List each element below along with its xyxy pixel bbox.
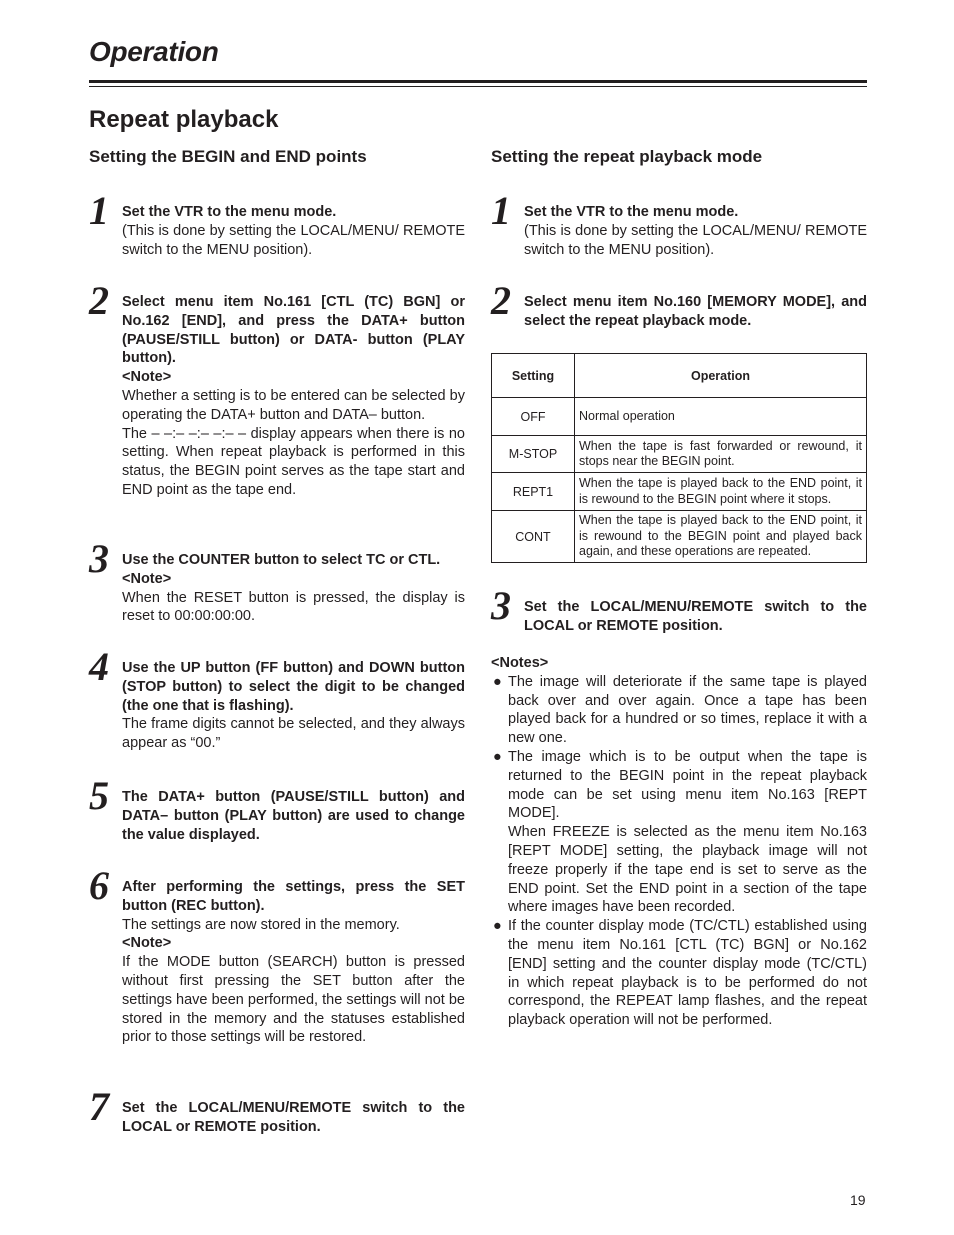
left-step-4 bbox=[89, 644, 465, 753]
step-text: Whether a setting is to be entered can be selected by operating the DATA+ button and DATA– button. bbox=[122, 387, 465, 423]
step-text: (This is done by setting the LOCAL/MENU/ REMOTE switch to the MENU position). bbox=[122, 222, 465, 258]
operation-cell: When the tape is played back to the END point, it is rewound to the BEGIN point where it stops. bbox=[575, 473, 867, 511]
note-text: The image which is to be output when the tape is returned to the BEGIN point in the repeat playback mode can be set using menu item No.163 [REPT MODE]. bbox=[508, 748, 867, 822]
note-item bbox=[491, 673, 867, 748]
setting-cell: M-STOP bbox=[492, 436, 575, 473]
section-title: Repeat playback bbox=[89, 106, 279, 133]
operation-cell: When the tape is fast forwarded or rewound, it stops near the BEGIN point. bbox=[575, 436, 867, 473]
step-instruction: Use the COUNTER button to select TC or CTL. bbox=[122, 552, 441, 568]
step-instruction: Set the LOCAL/MENU/REMOTE switch to the LOCAL or REMOTE position. bbox=[122, 1100, 465, 1135]
note-text: The image will deteriorate if the same tape is played back over and over again. Once a tape has been played back for a hundred or so times, replace it with a new one. bbox=[508, 673, 867, 747]
step-number: 6 bbox=[89, 863, 109, 908]
right-step-2 bbox=[491, 278, 867, 331]
right-subtitle: Setting the repeat playback mode bbox=[491, 147, 763, 166]
table-row bbox=[492, 511, 867, 563]
page-number: 19 bbox=[850, 1192, 866, 1208]
table-row bbox=[492, 473, 867, 511]
step-instruction: After performing the settings, press the SET button (REC button). bbox=[122, 879, 465, 914]
step-instruction: Set the LOCAL/MENU/REMOTE switch to the LOCAL or REMOTE position. bbox=[524, 599, 867, 634]
setting-cell: CONT bbox=[492, 511, 575, 563]
bullet-icon: ● bbox=[493, 918, 502, 935]
right-step-3 bbox=[491, 583, 867, 636]
table-header-setting: Setting bbox=[492, 354, 575, 398]
step-number: 4 bbox=[89, 644, 109, 689]
right-step-1 bbox=[491, 188, 867, 259]
step-instruction: The DATA+ button (PAUSE/STILL button) and DATA– button (PLAY button) are used to change the value displayed. bbox=[122, 789, 465, 843]
step-text: The frame digits cannot be selected, and they always appear as “00.” bbox=[122, 716, 465, 752]
right-column bbox=[491, 146, 867, 1029]
step-instruction: Set the VTR to the menu mode. bbox=[122, 204, 337, 220]
table-row bbox=[492, 436, 867, 473]
table-row bbox=[492, 398, 867, 436]
step-text: (This is done by setting the LOCAL/MENU/ REMOTE switch to the MENU position). bbox=[524, 222, 867, 258]
step-number: 3 bbox=[491, 583, 511, 628]
step-text-2: If the MODE button (SEARCH) button is pressed without first pressing the SET button after the settings have been performed, the settings will not be stored in the memory and the statuses established prior to those settings will be restored. bbox=[122, 954, 465, 1046]
operation-cell: When the tape is played back to the END point, it is rewound to the BEGIN point and played back again, and these operations are repeated. bbox=[575, 511, 867, 563]
table-header-row bbox=[492, 354, 867, 398]
step-instruction: Select menu item No.161 [CTL (TC) BGN] or No.162 [END], and press the DATA+ button (PAUSE/STILL button) or DATA- button (PLAY button). bbox=[122, 294, 465, 367]
left-step-7 bbox=[89, 1084, 465, 1137]
left-step-3 bbox=[89, 536, 465, 626]
step-number: 3 bbox=[89, 536, 109, 581]
header-rule bbox=[89, 80, 867, 83]
page-header bbox=[89, 34, 867, 70]
note-text-2: When FREEZE is selected as the menu item No.163 [REPT MODE] setting, the playback image will not freeze properly if the tape end is set to serve as the END point. Set the END point in a section of the tape where images have been recorded. bbox=[508, 824, 867, 916]
note-label: <Note> bbox=[122, 570, 172, 587]
step-number: 1 bbox=[89, 188, 109, 233]
left-column bbox=[89, 146, 465, 1135]
operation-cell: Normal operation bbox=[575, 398, 867, 436]
note-label: <Note> bbox=[122, 935, 172, 952]
left-step-1 bbox=[89, 188, 465, 259]
notes-section bbox=[491, 654, 867, 1030]
bullet-icon: ● bbox=[493, 748, 502, 765]
note-item bbox=[491, 748, 867, 917]
step-text: The settings are now stored in the memory. bbox=[122, 916, 400, 933]
step-instruction: Use the UP button (FF button) and DOWN button (STOP button) to select the digit to be changed (the one that is flashing). bbox=[122, 660, 465, 714]
left-step-6 bbox=[89, 863, 465, 1047]
notes-label: <Notes> bbox=[491, 655, 549, 671]
bullet-icon: ● bbox=[493, 673, 502, 690]
setting-cell: REPT1 bbox=[492, 473, 575, 511]
step-number: 2 bbox=[491, 278, 511, 323]
note-text: If the counter display mode (TC/CTL) established using the menu item No.161 [CTL (TC) BGN] or No.162 [END] setting and the counter display mode (TC/CTL) in which repeat playback is to be performed do not correspond, the REPEAT lamp flashes, and the repeat playback operation will not be performed. bbox=[508, 918, 867, 1029]
note-item bbox=[491, 917, 867, 1030]
left-subtitle: Setting the BEGIN and END points bbox=[89, 147, 367, 166]
step-instruction: Set the VTR to the menu mode. bbox=[524, 204, 739, 220]
note-label: <Note> bbox=[122, 369, 172, 386]
step-number: 5 bbox=[89, 773, 109, 818]
table-header-operation: Operation bbox=[575, 354, 867, 398]
step-text: When the RESET button is pressed, the display is reset to 00:00:00:00. bbox=[122, 589, 465, 625]
page-title: Operation bbox=[89, 36, 219, 67]
left-step-5 bbox=[89, 773, 465, 844]
step-text-2: The – –:– –:– –:– – display appears when there is no setting. When repeat playback is performed in this status, the BEGIN point serves as the tape start and END point as the tape end. bbox=[122, 425, 465, 498]
step-number: 1 bbox=[491, 188, 511, 233]
header-rule-thin bbox=[89, 86, 867, 87]
step-number: 7 bbox=[89, 1084, 109, 1129]
left-step-2 bbox=[89, 278, 465, 500]
step-instruction: Select menu item No.160 [MEMORY MODE], and select the repeat playback mode. bbox=[524, 294, 867, 329]
step-number: 2 bbox=[89, 278, 109, 323]
repeat-mode-table bbox=[491, 353, 867, 563]
setting-cell: OFF bbox=[492, 398, 575, 436]
